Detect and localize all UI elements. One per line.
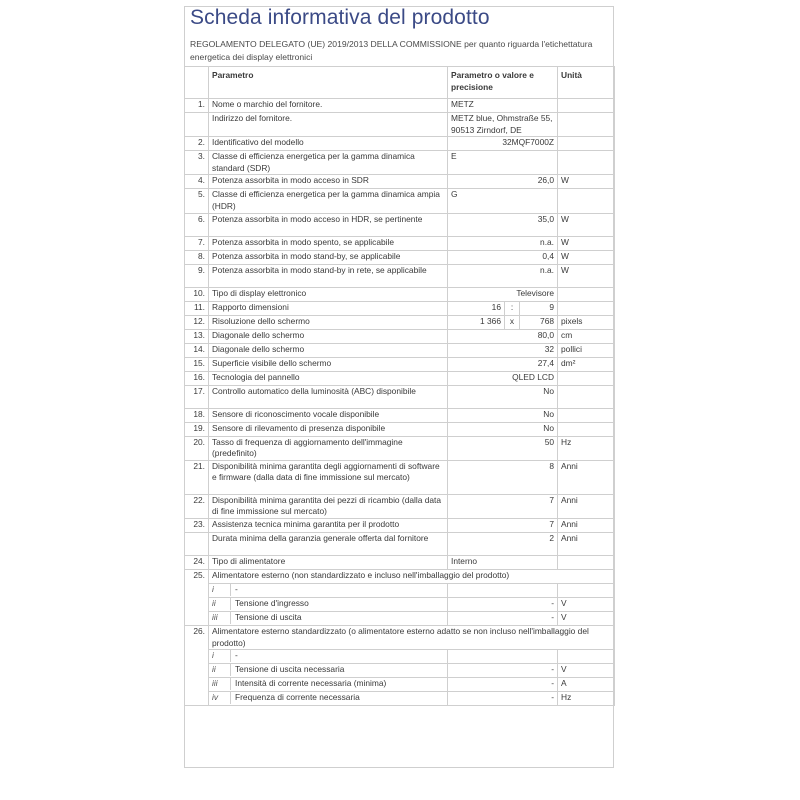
table-row — [185, 532, 615, 555]
table-row — [185, 287, 615, 301]
table-row — [185, 329, 615, 343]
row-number: 20. — [185, 436, 209, 460]
row-parameter: Diagonale dello schermo — [209, 343, 448, 357]
row-value: 27,4 — [448, 357, 558, 371]
row-number: 21. — [185, 460, 209, 494]
row-value: 26,0 — [448, 175, 558, 189]
section-item-cell — [209, 664, 448, 678]
item-label: Intensità di corrente necessaria (minima) — [235, 678, 387, 689]
row-number: 18. — [185, 408, 209, 422]
item-label: Tensione di uscita — [235, 611, 302, 622]
item-value: - — [448, 597, 558, 611]
row-value: 7 — [448, 494, 558, 518]
section-title: Alimentatore esterno standardizzato (o alimentatore esterno adatto se non incluso nell'imballaggio del prodotto) — [209, 625, 615, 649]
row-unit — [558, 371, 615, 385]
row-parameter: Sensore di rilevamento di presenza disponibile — [209, 422, 448, 436]
item-label: Tensione d'ingresso — [235, 597, 309, 608]
row-number: 15. — [185, 357, 209, 371]
row-unit: W — [558, 264, 615, 287]
row-parameter: Controllo automatico della luminosità (ABC) disponibile — [209, 385, 448, 408]
item-unit: V — [558, 611, 615, 625]
row-value: Interno — [448, 555, 558, 569]
item-value: - — [448, 611, 558, 625]
row-number: 10. — [185, 287, 209, 301]
table-row — [185, 436, 615, 460]
header-param: Parametro — [209, 67, 448, 99]
row-parameter: Identificativo del modello — [209, 137, 448, 151]
row-value: 50 — [448, 436, 558, 460]
row-parameter: Sensore di riconoscimento vocale disponibile — [209, 408, 448, 422]
row-value: No — [448, 385, 558, 408]
row-parameter: Indirizzo del fornitore. — [209, 113, 448, 137]
table-row — [185, 151, 615, 175]
item-index: iii — [209, 678, 231, 690]
row-unit: cm — [558, 329, 615, 343]
row-number: 4. — [185, 175, 209, 189]
row-separator: : — [505, 301, 520, 315]
item-value — [448, 650, 558, 664]
row-number: 2. — [185, 137, 209, 151]
row-value: n.a. — [448, 264, 558, 287]
item-value: - — [448, 692, 558, 706]
row-unit — [558, 189, 615, 213]
row-number: 14. — [185, 343, 209, 357]
header-num — [185, 67, 209, 99]
item-unit — [558, 650, 615, 664]
item-label: Tensione di uscita necessaria — [235, 664, 345, 675]
row-parameter: Diagonale dello schermo — [209, 329, 448, 343]
row-parameter: Classe di efficienza energetica per la gamma dinamica ampia (HDR) — [209, 189, 448, 213]
row-separator: x — [505, 315, 520, 329]
section-number: 26. — [185, 625, 209, 705]
table-row — [185, 264, 615, 287]
item-unit: Hz — [558, 692, 615, 706]
row-value-b: 9 — [520, 301, 558, 315]
item-unit — [558, 583, 615, 597]
row-parameter: Tecnologia del pannello — [209, 371, 448, 385]
item-unit: V — [558, 664, 615, 678]
row-value: METZ — [448, 99, 558, 113]
section-item-cell — [209, 583, 448, 597]
item-index: ii — [209, 598, 231, 610]
row-unit — [558, 385, 615, 408]
row-value: Televisore — [448, 287, 558, 301]
row-unit: W — [558, 250, 615, 264]
row-value: 2 — [448, 532, 558, 555]
table-row — [185, 494, 615, 518]
row-number: 5. — [185, 189, 209, 213]
section-item-cell — [209, 692, 448, 706]
row-value: n.a. — [448, 236, 558, 250]
row-unit — [558, 287, 615, 301]
item-value — [448, 583, 558, 597]
row-unit — [558, 137, 615, 151]
row-unit: Anni — [558, 532, 615, 555]
table-row — [185, 301, 615, 315]
row-value-a: 16 — [448, 301, 505, 315]
row-unit: pollici — [558, 343, 615, 357]
section-item-row — [185, 611, 615, 625]
row-unit: dm² — [558, 357, 615, 371]
row-number: 7. — [185, 236, 209, 250]
table-row — [185, 99, 615, 113]
row-value: 8 — [448, 460, 558, 494]
row-parameter: Potenza assorbita in modo acceso in SDR — [209, 175, 448, 189]
section-item-row — [185, 597, 615, 611]
row-value: 35,0 — [448, 213, 558, 236]
row-unit: Anni — [558, 494, 615, 518]
row-value: G — [448, 189, 558, 213]
section-item-row — [185, 664, 615, 678]
row-unit: Hz — [558, 436, 615, 460]
row-parameter: Superficie visibile dello schermo — [209, 357, 448, 371]
section-item-cell — [209, 611, 448, 625]
table-row — [185, 460, 615, 494]
table-row — [185, 518, 615, 532]
section-item-row — [185, 583, 615, 597]
row-number — [185, 113, 209, 137]
item-label: - — [235, 583, 238, 594]
section-number: 25. — [185, 569, 209, 625]
row-number: 11. — [185, 301, 209, 315]
section-item-row — [185, 678, 615, 692]
row-number: 16. — [185, 371, 209, 385]
row-unit: W — [558, 213, 615, 236]
row-unit — [558, 301, 615, 315]
row-number: 24. — [185, 555, 209, 569]
table-row — [185, 408, 615, 422]
header-unit: Unità — [558, 67, 615, 99]
row-parameter: Classe di efficienza energetica per la gamma dinamica standard (SDR) — [209, 151, 448, 175]
row-unit — [558, 555, 615, 569]
row-unit: W — [558, 175, 615, 189]
table-row — [185, 343, 615, 357]
item-label: Frequenza di corrente necessaria — [235, 692, 360, 703]
row-unit — [558, 99, 615, 113]
row-number: 12. — [185, 315, 209, 329]
section-header-row — [185, 569, 615, 583]
row-number: 1. — [185, 99, 209, 113]
section-item-cell — [209, 650, 448, 664]
product-info-table — [184, 66, 615, 706]
row-number: 13. — [185, 329, 209, 343]
row-value-b: 768 — [520, 315, 558, 329]
row-unit — [558, 151, 615, 175]
table-row — [185, 385, 615, 408]
item-index: iii — [209, 612, 231, 624]
section-item-row — [185, 692, 615, 706]
row-number: 8. — [185, 250, 209, 264]
row-parameter: Tasso di frequenza di aggiornamento dell'immagine (predefinito) — [209, 436, 448, 460]
table-row — [185, 175, 615, 189]
row-number: 9. — [185, 264, 209, 287]
row-parameter: Potenza assorbita in modo stand-by, se applicabile — [209, 250, 448, 264]
row-parameter: Tipo di alimentatore — [209, 555, 448, 569]
row-value: 80,0 — [448, 329, 558, 343]
table-row — [185, 371, 615, 385]
row-value: 32MQF7000Z — [448, 137, 558, 151]
table-row — [185, 113, 615, 137]
table-row — [185, 315, 615, 329]
row-unit: pixels — [558, 315, 615, 329]
row-parameter: Disponibilità minima garantita degli aggiornamenti di software e firmware (dalla data di fine immissione sul mercato) — [209, 460, 448, 494]
item-value: - — [448, 678, 558, 692]
table-row — [185, 213, 615, 236]
row-number: 23. — [185, 518, 209, 532]
row-number: 17. — [185, 385, 209, 408]
row-number: 6. — [185, 213, 209, 236]
page-title: Scheda informativa del prodotto — [190, 6, 490, 29]
table-row — [185, 555, 615, 569]
item-index: iv — [209, 692, 231, 704]
section-item-cell — [209, 678, 448, 692]
row-parameter: Potenza assorbita in modo spento, se applicabile — [209, 236, 448, 250]
section-item-cell — [209, 597, 448, 611]
row-unit: W — [558, 236, 615, 250]
row-number: 19. — [185, 422, 209, 436]
row-unit — [558, 113, 615, 137]
row-parameter: Rapporto dimensioni — [209, 301, 448, 315]
row-parameter: Potenza assorbita in modo acceso in HDR, se pertinente — [209, 213, 448, 236]
row-value: E — [448, 151, 558, 175]
table-row — [185, 357, 615, 371]
item-index: i — [209, 584, 231, 596]
row-value: No — [448, 408, 558, 422]
row-parameter: Disponibilità minima garantita dei pezzi di ricambio (dalla data di fine immissione sul mercato) — [209, 494, 448, 518]
row-value: QLED LCD — [448, 371, 558, 385]
item-label: - — [235, 650, 238, 661]
row-unit — [558, 408, 615, 422]
regulation-subtitle: REGOLAMENTO DELEGATO (UE) 2019/2013 DELLA COMMISSIONE per quanto riguarda l'etichettatura energetica dei display elettronici — [190, 39, 593, 62]
row-unit: Anni — [558, 460, 615, 494]
row-parameter: Nome o marchio del fornitore. — [209, 99, 448, 113]
table-header — [185, 67, 615, 99]
row-parameter: Assistenza tecnica minima garantita per il prodotto — [209, 518, 448, 532]
row-parameter: Risoluzione dello schermo — [209, 315, 448, 329]
row-value: 32 — [448, 343, 558, 357]
item-unit: V — [558, 597, 615, 611]
row-parameter: Tipo di display elettronico — [209, 287, 448, 301]
item-unit: A — [558, 678, 615, 692]
table-row — [185, 250, 615, 264]
row-value: METZ blue, Ohmstraße 55, 90513 Zirndorf, DE — [448, 113, 558, 137]
item-index: i — [209, 650, 231, 662]
item-index: ii — [209, 664, 231, 676]
header-value: Parametro o valore e precisione — [448, 67, 558, 99]
row-unit — [558, 422, 615, 436]
row-unit: Anni — [558, 518, 615, 532]
section-title: Alimentatore esterno (non standardizzato e incluso nell'imballaggio del prodotto) — [209, 569, 615, 583]
row-value: 0,4 — [448, 250, 558, 264]
row-value: No — [448, 422, 558, 436]
row-value: 7 — [448, 518, 558, 532]
item-value: - — [448, 664, 558, 678]
table-row — [185, 137, 615, 151]
row-number: 22. — [185, 494, 209, 518]
row-parameter: Durata minima della garanzia generale offerta dal fornitore — [209, 532, 448, 555]
table-row — [185, 236, 615, 250]
row-number — [185, 532, 209, 555]
section-header-row — [185, 625, 615, 649]
table-row — [185, 422, 615, 436]
row-number: 3. — [185, 151, 209, 175]
section-item-row — [185, 650, 615, 664]
row-parameter: Potenza assorbita in modo stand-by in rete, se applicabile — [209, 264, 448, 287]
row-value-a: 1 366 — [448, 315, 505, 329]
table-row — [185, 189, 615, 213]
